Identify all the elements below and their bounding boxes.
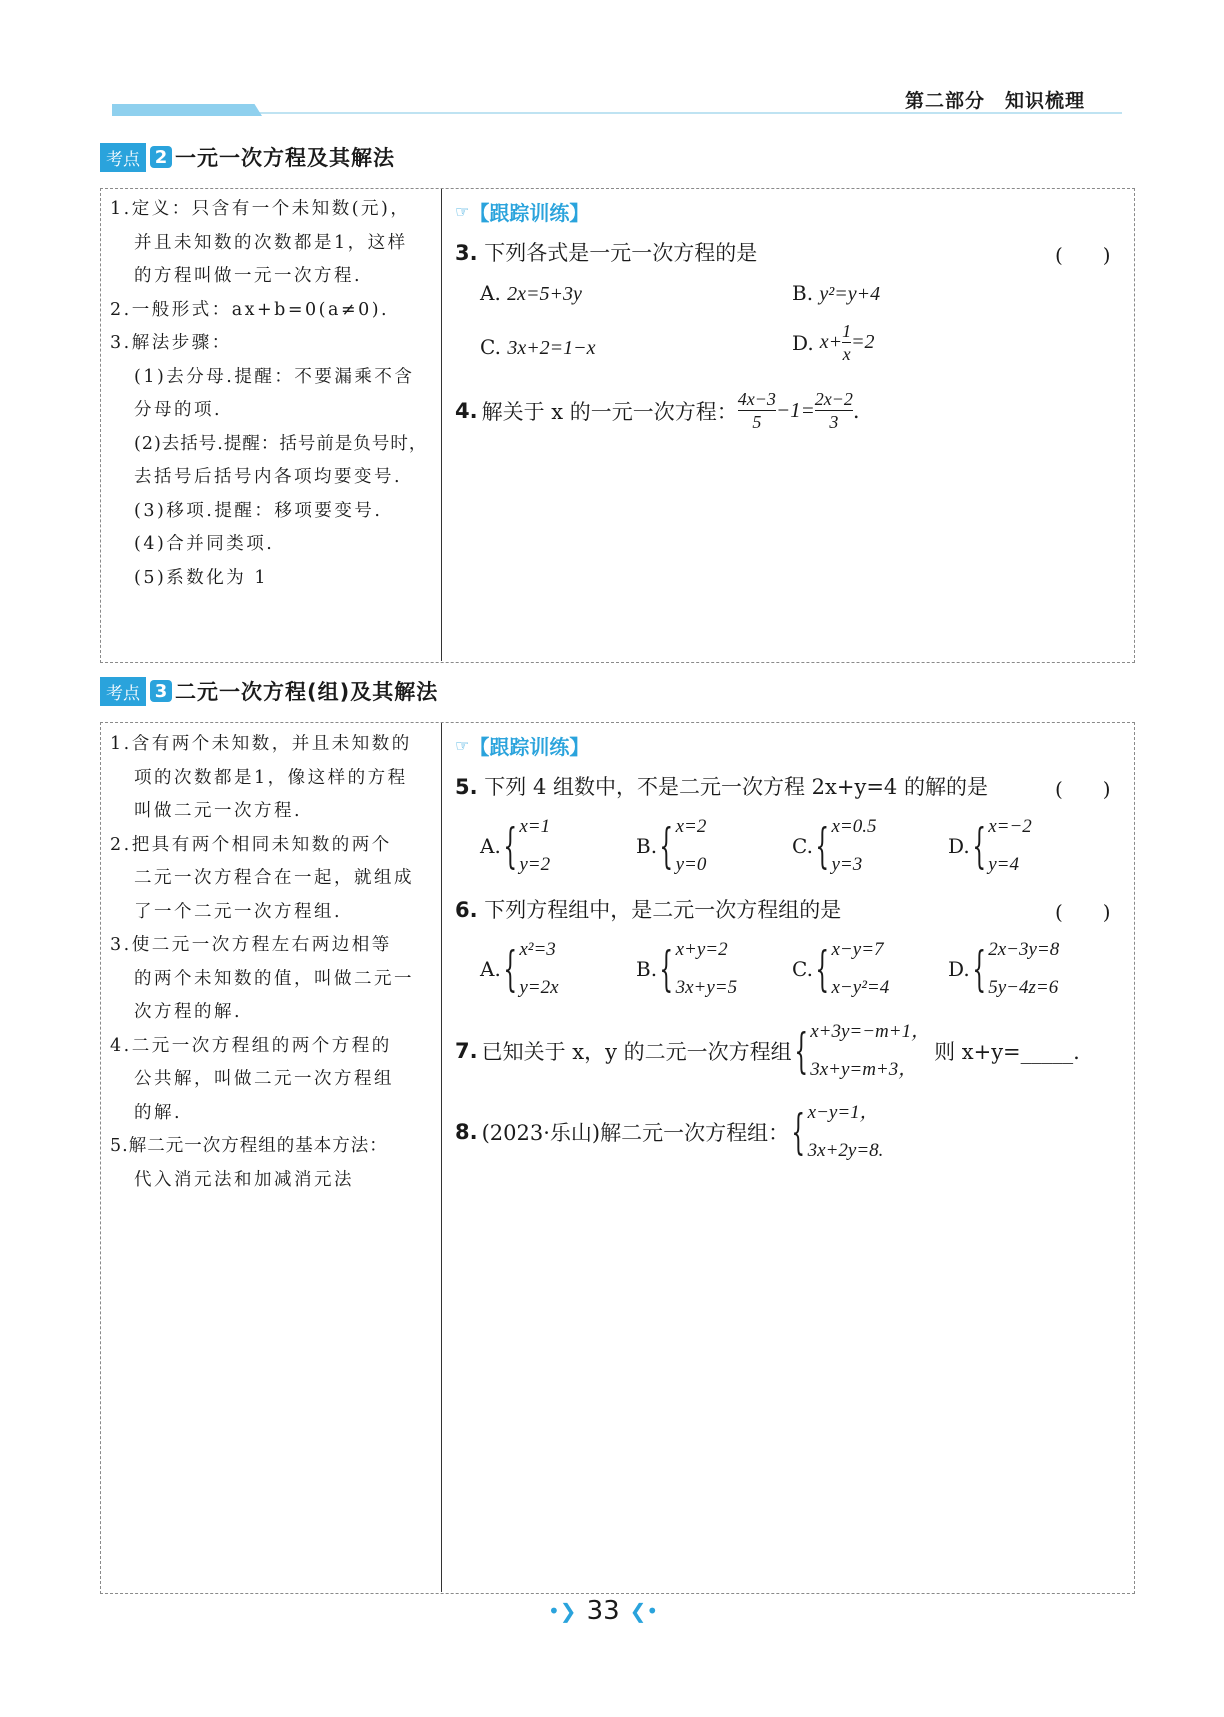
question-number: 4. — [455, 398, 478, 423]
column-divider — [441, 189, 442, 661]
left-brace-icon: { — [815, 941, 830, 997]
knowledge-line: 2.把具有两个相同未知数的两个 — [110, 834, 392, 855]
option-a[interactable] — [480, 808, 550, 884]
option-text: y²=y+4 — [819, 283, 881, 305]
fraction — [738, 388, 776, 433]
system-line: 5y−4z=6 — [988, 977, 1059, 998]
equation-system — [657, 931, 737, 1007]
knowledge-line: 二元一次方程合在一起，就组成 — [134, 868, 414, 888]
knowledge-line: 2.一般形式：ax+b=0(a≠0). — [110, 299, 390, 320]
question-number: 5. — [455, 775, 478, 799]
option-d[interactable] — [948, 808, 1032, 884]
section-title: 一元一次方程及其解法 — [175, 146, 395, 170]
section-heading-3 — [100, 677, 438, 705]
section-tag: 考点 — [100, 143, 146, 172]
track-training-heading — [455, 197, 589, 226]
question-text: 解关于 x 的一元一次方程： — [481, 399, 738, 424]
option-d[interactable] — [792, 320, 875, 365]
option-label: D. — [948, 957, 970, 981]
option-text: 3x+2=1−x — [507, 337, 596, 359]
equation-system — [813, 808, 877, 884]
system-line: y=4 — [988, 854, 1019, 875]
knowledge-line: 分母的项. — [134, 400, 223, 420]
option-label: D. — [792, 330, 814, 355]
pointing-hand-icon: ☞ — [455, 202, 470, 221]
knowledge-line: 公共解，叫做二元一次方程组 — [134, 1069, 394, 1089]
knowledge-line: (1)去分母.提醒：不要漏乘不含 — [134, 366, 415, 387]
question-number: 6. — [455, 898, 478, 922]
fraction-denominator: 5 — [752, 412, 762, 432]
question-text: 下列各式是一元一次方程的是 — [484, 241, 758, 265]
question-number: 8. — [455, 1120, 478, 1144]
system-line: x+3y=−m+1， — [810, 1021, 931, 1042]
fraction-numerator: 2x−2 — [814, 389, 853, 409]
option-a[interactable] — [480, 931, 559, 1007]
system-line: 3x+2y=8. — [807, 1140, 884, 1161]
system-line: x+y=2 — [675, 939, 728, 960]
left-brace-icon: { — [659, 818, 674, 874]
knowledge-line: 1.含有两个未知数，并且未知数的 — [110, 734, 412, 754]
track-training-label: 【跟踪训练】 — [469, 735, 590, 759]
knowledge-line: 代入消元法和加减消元法 — [134, 1169, 354, 1190]
system-line: x−y=1， — [807, 1102, 879, 1123]
system-line: x=0.5 — [831, 816, 877, 837]
page-footer — [548, 1596, 658, 1626]
system-line: y=0 — [675, 854, 707, 875]
section-heading-2 — [100, 143, 395, 171]
equation-text: −1= — [775, 398, 815, 422]
header-section-title: 第二部分 知识梳理 — [905, 90, 1086, 112]
left-brace-icon: { — [815, 818, 830, 874]
fraction-denominator: x — [842, 344, 851, 364]
option-label: A. — [480, 834, 501, 858]
knowledge-line: (2)去括号.提醒：括号前是负号时， — [134, 433, 428, 454]
knowledge-line: 去括号后括号内各项均要变号. — [134, 467, 403, 487]
question-text: 下列方程组中，是二元一次方程组的是 — [484, 898, 842, 922]
knowledge-line: 叫做二元一次方程. — [134, 801, 303, 821]
option-c[interactable] — [792, 931, 889, 1007]
equation-system — [813, 931, 889, 1007]
system-line: x²=3 — [519, 939, 556, 960]
answer-parenthesis[interactable]: ( ) — [1055, 900, 1111, 924]
system-line: 3x+y=5 — [675, 977, 738, 998]
system-line: x=2 — [675, 816, 707, 837]
arrow-left-icon: ❮• — [629, 1599, 659, 1623]
left-brace-icon: { — [503, 818, 517, 874]
option-label: B. — [636, 957, 658, 981]
knowledge-list-3 — [110, 728, 438, 1197]
knowledge-line: 项的次数都是1，像这样的方程 — [134, 767, 408, 788]
option-b[interactable] — [792, 281, 880, 306]
system-line: y=2x — [519, 977, 559, 998]
knowledge-line: 的两个未知数的值，叫做二元一 — [134, 968, 414, 989]
question-3-stem — [455, 237, 757, 267]
option-a[interactable] — [480, 281, 582, 306]
option-label: C. — [792, 834, 813, 858]
system-line: x=−2 — [988, 816, 1032, 837]
equation-text: . — [852, 398, 860, 423]
system-line: x=1 — [519, 816, 551, 837]
section-number: 3 — [150, 680, 172, 702]
fraction — [815, 388, 853, 433]
fraction-denominator: 3 — [829, 412, 839, 432]
answer-parenthesis[interactable]: ( ) — [1055, 243, 1111, 267]
option-label: D. — [948, 834, 970, 858]
equation-system — [970, 931, 1060, 1007]
equation-system — [970, 808, 1032, 884]
left-brace-icon: { — [972, 818, 986, 874]
knowledge-line: (5)系数化为 1 — [134, 567, 268, 588]
option-text: =2 — [851, 331, 875, 353]
knowledge-list-2 — [110, 193, 438, 595]
option-label: B. — [636, 834, 658, 858]
equation-system — [501, 931, 559, 1007]
question-6-stem — [455, 894, 841, 924]
knowledge-line: 3.解法步骤： — [110, 333, 232, 353]
option-label: B. — [792, 281, 814, 305]
fraction-numerator: 1 — [842, 321, 852, 341]
system-line: 3x+y=m+3， — [810, 1059, 918, 1080]
question-text: (2023·乐山)解二元一次方程组： — [481, 1121, 790, 1145]
question-text: 下列 4 组数中，不是二元一次方程 2x+y=4 的解的是 — [484, 775, 988, 799]
option-text: 2x=5+3y — [507, 283, 582, 305]
knowledge-line: (3)移项.提醒：移项要变号. — [134, 500, 383, 521]
option-c[interactable] — [480, 335, 596, 360]
column-divider — [441, 723, 442, 1592]
arrow-right-icon: •❯ — [548, 1599, 577, 1623]
left-brace-icon: { — [503, 941, 517, 997]
question-8-stem — [455, 1094, 883, 1170]
knowledge-line: 次方程的解. — [134, 1002, 243, 1022]
page-number: 33 — [586, 1596, 620, 1626]
option-label: C. — [792, 957, 813, 981]
option-c[interactable] — [792, 808, 877, 884]
fraction — [842, 320, 851, 365]
knowledge-line: 的方程叫做一元一次方程. — [134, 266, 363, 286]
option-label: A. — [480, 281, 501, 305]
option-b[interactable] — [636, 808, 706, 884]
section-tag: 考点 — [100, 677, 146, 706]
answer-parenthesis[interactable]: ( ) — [1055, 777, 1111, 801]
left-brace-icon: { — [794, 1023, 808, 1079]
question-4-stem — [455, 388, 860, 433]
knowledge-line: 3.使二元一次方程左右两边相等 — [110, 935, 392, 955]
left-brace-icon: { — [791, 1104, 806, 1160]
option-b[interactable] — [636, 931, 737, 1007]
answer-blank[interactable]: 则 x+y=_____. — [934, 1040, 1080, 1064]
system-line: y=3 — [831, 854, 863, 875]
knowledge-line: 4.二元一次方程组的两个方程的 — [110, 1035, 392, 1056]
equation-system — [792, 1013, 930, 1089]
pointing-hand-icon: ☞ — [455, 736, 470, 755]
left-brace-icon: { — [972, 941, 986, 997]
question-number: 7. — [455, 1039, 478, 1063]
system-line: 2x−3y=8 — [988, 939, 1060, 960]
question-7-stem — [455, 1013, 1080, 1089]
knowledge-line: 1.定义：只含有一个未知数(元)， — [110, 199, 411, 219]
option-d[interactable] — [948, 931, 1059, 1007]
option-label: C. — [480, 335, 501, 359]
track-training-label: 【跟踪训练】 — [469, 201, 590, 225]
system-line: x−y=7 — [831, 939, 884, 960]
knowledge-line: 并且未知数的次数都是1，这样 — [134, 232, 408, 253]
equation-system — [501, 808, 550, 884]
section-title: 二元一次方程(组)及其解法 — [175, 680, 439, 704]
question-number: 3. — [455, 241, 478, 265]
system-line: y=2 — [519, 854, 551, 875]
knowledge-line: 的解. — [134, 1102, 183, 1123]
knowledge-line: (4)合并同类项. — [134, 534, 275, 554]
question-5-stem — [455, 771, 988, 801]
option-label: A. — [480, 957, 501, 981]
header-accent-bar — [112, 104, 262, 116]
track-training-heading — [455, 731, 589, 760]
left-brace-icon: { — [659, 941, 674, 997]
knowledge-line: 5.解二元一次方程组的基本方法： — [110, 1136, 388, 1156]
knowledge-line: 了一个二元一次方程组. — [134, 901, 343, 922]
fraction-numerator: 4x−3 — [737, 389, 776, 409]
system-line: x−y²=4 — [831, 977, 890, 998]
section-number: 2 — [150, 146, 172, 168]
equation-system — [657, 808, 706, 884]
question-text: 已知关于 x，y 的二元一次方程组 — [481, 1040, 792, 1064]
equation-system — [789, 1094, 883, 1170]
option-text: x+ — [819, 331, 843, 353]
